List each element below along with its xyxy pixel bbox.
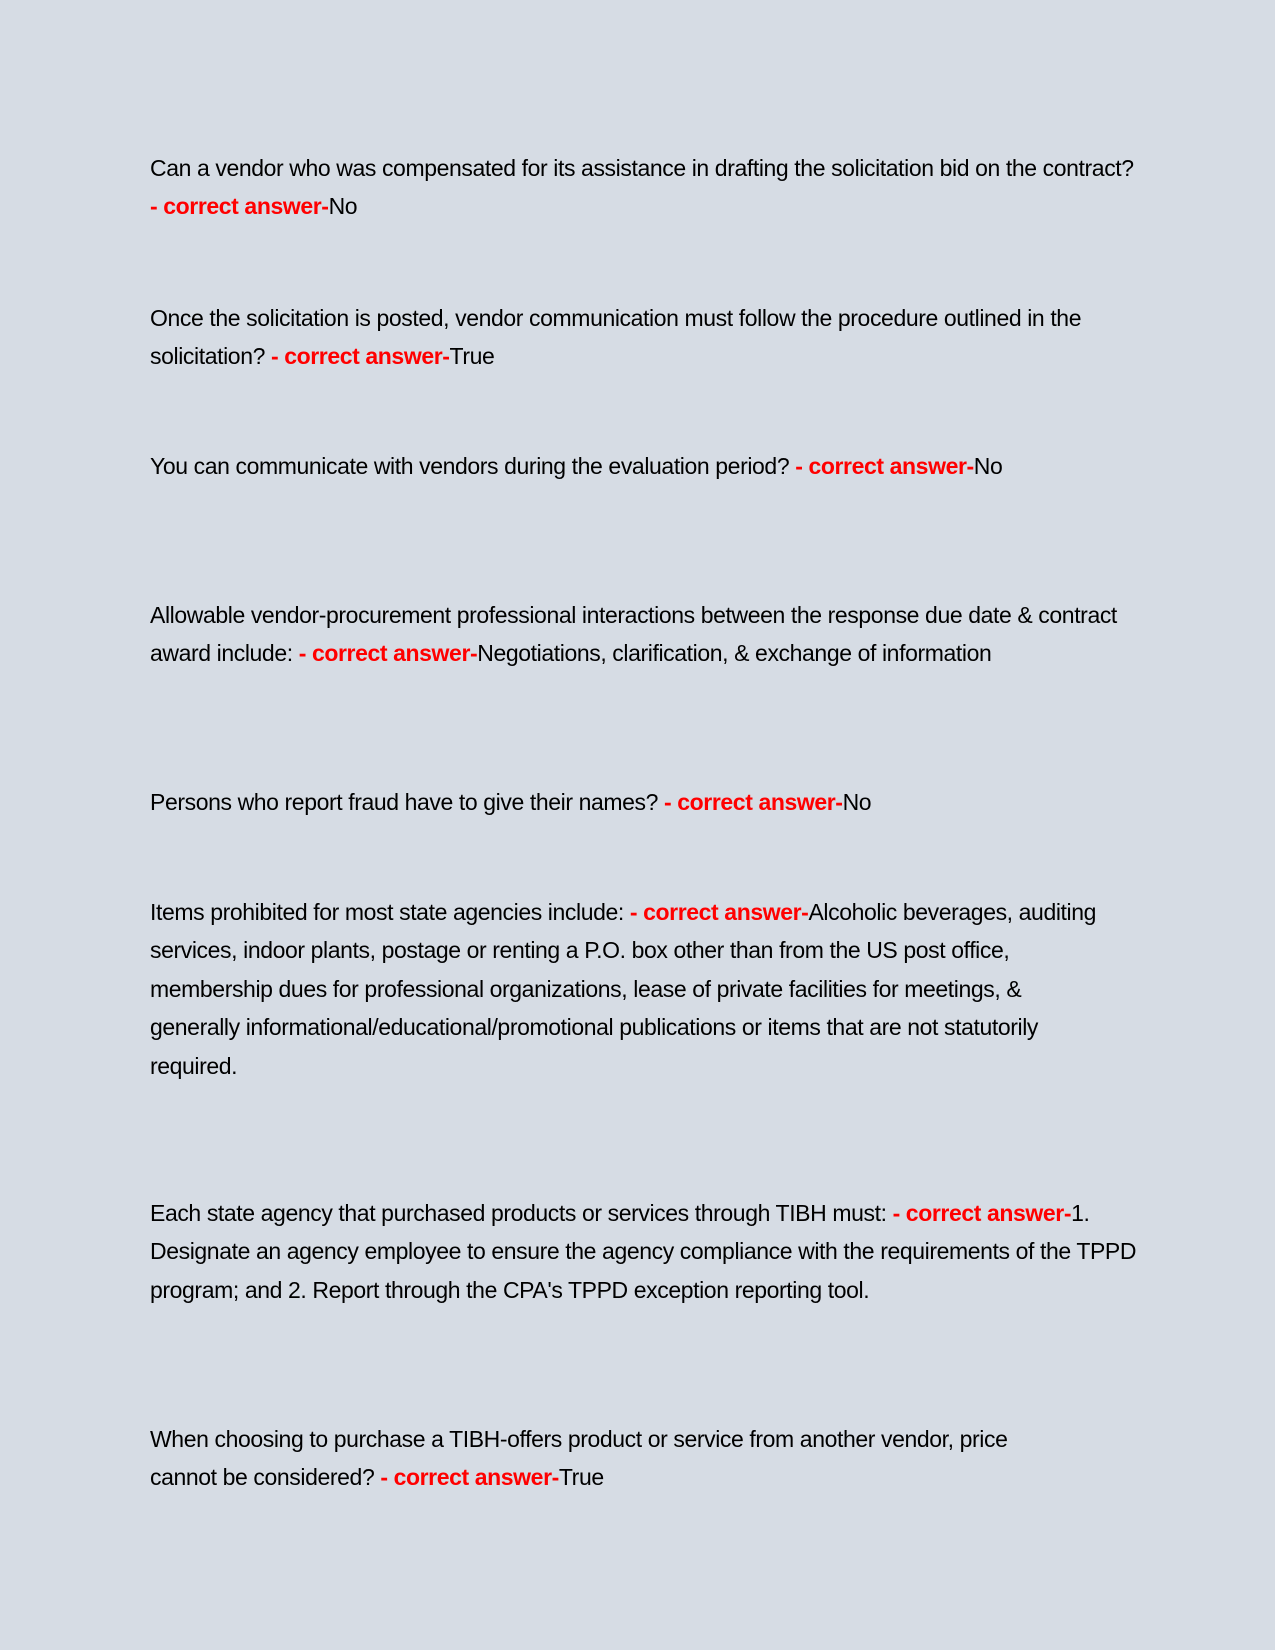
question-text: Once the solicitation is posted, vendor communication must follow the procedure outlined in the solicitation? [150,305,1082,370]
answer-label: - correct answer- [892,1200,1072,1226]
answer-text: Alcoholic beverages, auditing services, indoor plants, postage or renting a P.O. box other than from the US post office, membership dues for professional organizations, lease of private facilities for meetings, & generally informational/educational/promotional publications or items that are not statutorily required. [150,899,1097,1079]
answer-label: - correct answer- [664,789,843,815]
question-text: You can communicate with vendors during the evaluation period? [150,453,796,479]
qa-item [150,299,1140,376]
answer-text: True [449,343,495,370]
question-text: Persons who report fraud have to give their names? [150,789,665,815]
qa-item [150,783,1140,821]
answer-label: - correct answer- [380,1464,559,1491]
answer-text: 1. Designate an agency employee to ensure the agency compliance with the requirements of the TPPD program; and 2. Report through the CPA's TPPD exception reporting tool. [150,1200,1137,1303]
answer-label: - correct answer- [298,640,478,667]
answer-text: No [842,789,872,815]
question-text: Each state agency that purchased products or services through TIBH must: [150,1200,893,1226]
answer-label: - correct answer- [150,193,329,220]
question-text: Items prohibited for most state agencies include: [150,899,630,925]
qa-item [150,447,1050,485]
qa-item [150,596,1140,673]
qa-item [150,1194,1140,1309]
question-text: When choosing to purchase a TIBH-offers product or service from another vendor, price cannot be considered? [150,1426,1008,1491]
answer-text: No [973,453,1003,479]
answer-text: No [328,193,358,220]
answer-label: - correct answer- [795,453,974,479]
qa-item [150,149,1140,226]
qa-item [150,1420,1070,1497]
answer-label: - correct answer- [270,343,450,370]
answer-text: True [558,1464,604,1491]
qa-item [150,893,1110,1085]
question-text: Can a vendor who was compensated for its assistance in drafting the solicitation bid on the contract? [150,155,1134,181]
answer-label: - correct answer- [629,899,809,925]
question-text: Allowable vendor-procurement professional interactions between the response due date & contract award include: [150,602,1117,667]
answer-text: Negotiations, clarification, & exchange of information [477,640,992,667]
